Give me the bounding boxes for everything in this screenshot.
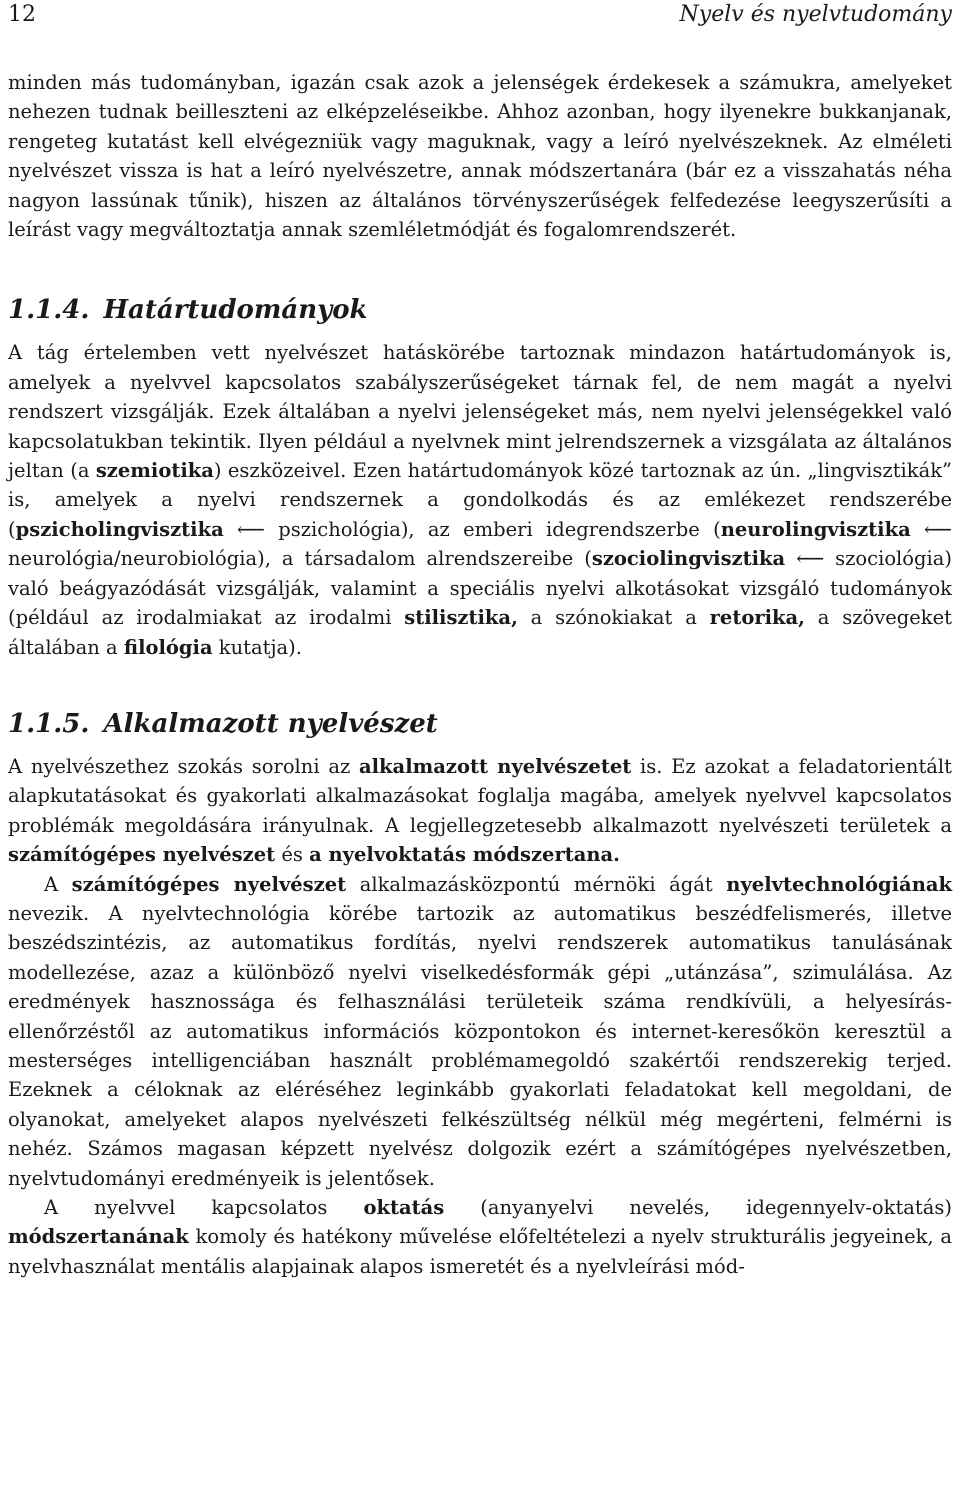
bold-term: a nyelvoktatás módszertana. [309, 843, 620, 867]
text-run: kutatja). [212, 635, 302, 659]
text-run: nevezik. A nyelvtechnológia körébe tartozik az automatikus beszédfelismerés, illetve beszédszintézis, az automatikus fordítás, nyelvi rendszerek automatikus tanulásának modellezése, azaz a különböző nyelvi viselkedésformák gépi „utánzása”, szimulálása. Az eredmények hasznossága és felhasználási területeik száma rendkívüli, a helyesírás-ellenőrzéstől az automatikus információs központokon és internet-keresőkön keresztül a mesterséges intelligenciában használt problémamegoldó szakértői rendszerekig terjed. Ezeknek a céloknak az eléréséhez leginkább gyakorlati feladatokat kell megoldani, de olyanokat, amelyeket alapos nyelvészeti felkészültség nélkül még megérteni, felmérni is nehéz. Számos magasan képzett nyelvész dolgozik ezért a számítógépes nyelvészetben, nyelvtudományi eredményeik is jelentősek. [8, 901, 952, 1190]
text-run: komoly és hatékony művelése előfeltételezi a nyelv strukturális jegyeinek, a nyelvhasználat mentális alapjainak alapos ismeretét és a nyelvleírási mód- [8, 1225, 952, 1278]
bold-term: alkalmazott nyelvészetet [359, 754, 632, 778]
paragraph-alkalmazott-3 [8, 1193, 952, 1281]
bold-term: szemiotika [95, 459, 214, 483]
intro-paragraph [8, 68, 952, 244]
text-run: A nyelvészethez szokás sorolni az [8, 754, 359, 778]
bold-term: filológia [123, 635, 213, 659]
bold-term: számítógépes nyelvészet [71, 872, 347, 896]
bold-term: nyelvtechnológiának [726, 872, 953, 896]
bold-term: szociolingvisztika [591, 547, 786, 571]
section-number: 1.1.4. [8, 295, 90, 326]
running-title: Nyelv és nyelvtudomány [679, 2, 952, 27]
section-title: Alkalmazott nyelvészet [103, 708, 438, 739]
text-run: a szövegeket általában a [8, 606, 952, 659]
text-run: is. Ez azokat a feladatorientált alapkutatásokat és gyakorlati alkalmazásokat foglalja magába, amelyek nyelvvel kapcsolatos problémák megoldására irányulnak. A legjellegzetesebb alkalmazott nyelvészeti területek a [8, 754, 953, 837]
bold-term: retorika, [709, 606, 805, 630]
page-number: 12 [8, 2, 36, 27]
text-run: ⟵ neurológia/neurobiológia), a társadalom alrendszereibe ( [8, 517, 952, 571]
text-run: a szónokiakat a [517, 606, 710, 630]
bold-term: neurolingvisztika [720, 517, 911, 541]
section-heading-1-1-4 [8, 294, 952, 326]
bold-term: számítógépes nyelvészet [8, 843, 276, 867]
bold-term: oktatás [363, 1196, 445, 1219]
section-number: 1.1.5. [8, 708, 90, 739]
text-run: A tág értelemben vett nyelvészet hatáskörébe tartoznak mindazon határtudományok is, amelyek a nyelvvel kapcsolatos szabályszerűségeket tárnak fel, de nem magát a nyelvi rendszert vizsgálják. Ezek általában a nyelvi jelenségeket más, nem nyelvi jelenségekkel való kapcsolatukban tekintik. Ilyen például a nyelvnek mint jelrendszernek a vizsgálata az általános jeltan (a [8, 341, 952, 483]
section-title: Határtudományok [103, 295, 368, 326]
paragraph-alkalmazott-1 [8, 752, 952, 870]
bold-term: pszicholingvisztika [15, 517, 224, 541]
running-header [8, 2, 952, 34]
paragraph-hatartudomanyok [8, 338, 952, 661]
text-run: A nyelvvel kapcsolatos [44, 1196, 364, 1219]
text-run: és [275, 843, 310, 867]
text-run: minden más tudományban, igazán csak azok a jelenségek érdekesek a számukra, amelyeket nehezen tudnak beilleszteni az elképzeléseikbe. Ahhoz azonban, hogy ilyenekre bukkanjanak, rengeteg kutatást kell elvégezniük vagy maguknak, vagy a leíró nyelvészeknek. Az elméleti nyelvészet vissza is hat a leíró nyelvészetre, annak módszertanára (bár ez a visszahatás néha nagyon lassúnak tűnik), hiszen az általános törvényszerűségek felfedezése leegyszerűsíti a leírást vagy megváltoztatja annak szemléletmódját és fogalomrendszerét. [8, 71, 952, 242]
text-run: ⟵ szociológia) való beágyazódását vizsgálják, valamint a speciális nyelvi alkotásokat vizsgáló tudományok (például az irodalmiakat az irodalmi [8, 547, 952, 630]
bold-term: stilisztika, [404, 606, 518, 630]
paragraph-alkalmazott-2 [8, 870, 952, 1193]
text-run: ⟵ pszichológia), az emberi idegrendszerbe ( [223, 517, 721, 541]
text-run: A [44, 872, 72, 896]
bold-term: módszertanának [8, 1225, 189, 1249]
page-body [8, 68, 952, 1281]
text-run: (anyanyelvi nevelés, idegennyelv-oktatás) [444, 1196, 952, 1219]
section-heading-1-1-5 [8, 708, 952, 740]
text-run: alkalmazásközpontú mérnöki ágát [346, 872, 727, 896]
text-run: ) eszközeivel. Ezen határtudományok közé tartoznak az ún. „lingvisztikák” is, amelyek a nyelvi rendszernek a gondolkodás és az emlékezet rendszerébe ( [8, 459, 952, 541]
